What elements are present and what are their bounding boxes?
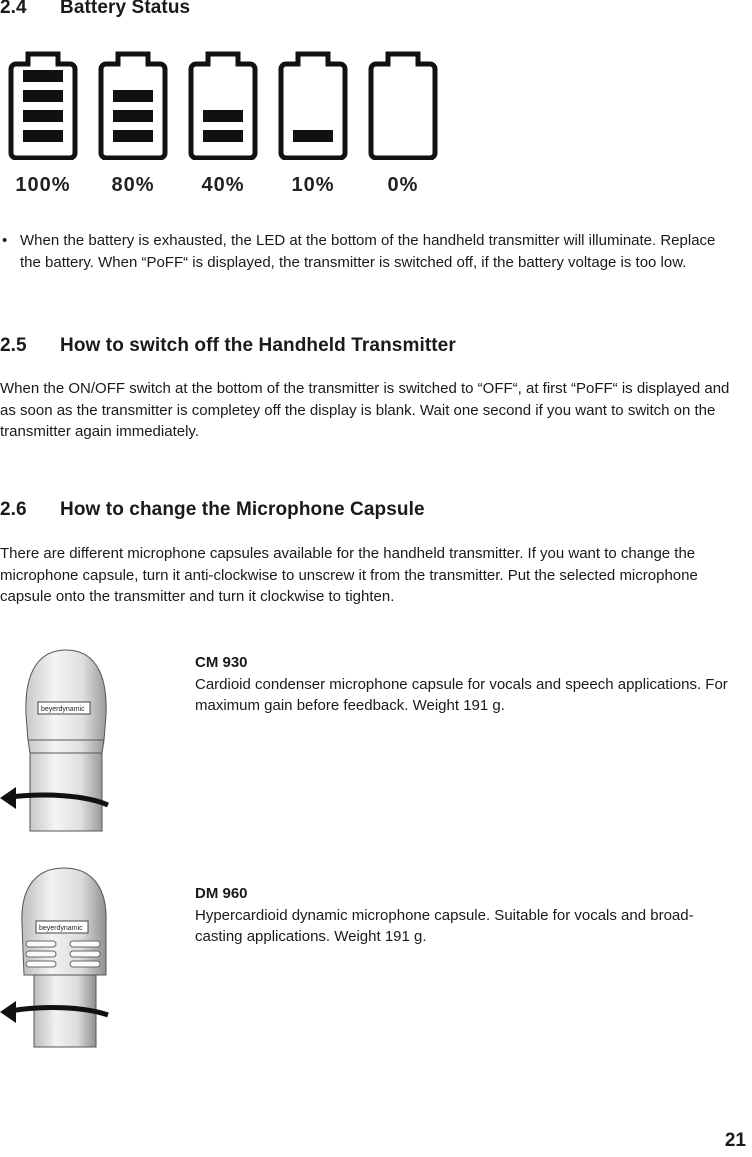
capsule-description: Cardioid condenser microphone capsule for vocals and speech applications. For maximum gain before feedback. Weight 191 g. (195, 675, 728, 714)
battery-label-10: 10% (291, 174, 335, 196)
battery-bar (203, 110, 243, 122)
section-title: Battery Status (60, 0, 191, 18)
brand-logo: beyerdynamic (39, 925, 83, 932)
capsule-description: Hypercardioid dynamic microphone capsule. Suitable for vocals and broad-casting applications. Weight 191 g. (195, 906, 694, 945)
section-number: 2.5 (0, 335, 27, 356)
battery-bar (113, 90, 153, 102)
battery-note (2, 230, 732, 273)
battery-100-icon (8, 50, 78, 160)
cm930-description-block (195, 652, 740, 717)
battery-bar (23, 130, 63, 142)
battery-40-icon (188, 50, 258, 160)
section-title: How to change the Microphone Capsule (60, 499, 425, 520)
battery-label-100: 100% (15, 174, 71, 196)
battery-bar (113, 110, 153, 122)
section-title: How to switch off the Handheld Transmitter (60, 335, 456, 356)
battery-bar (23, 90, 63, 102)
battery-bar (293, 130, 333, 142)
battery-note-text: When the battery is exhausted, the LED at the bottom of the handheld transmitter will illuminate. Replace the battery. When “PoFF“ is displayed, the transmitter is switched off, if the battery voltage is too low. (20, 232, 716, 271)
rotate-arrow-icon (0, 787, 16, 809)
capsule-name: CM 930 (195, 654, 248, 671)
battery-10-icon (278, 50, 348, 160)
section-2-5-body: When the ON/OFF switch at the bottom of the transmitter is switched to “OFF“, at first “PoFF“ is displayed and as soon as the transmitter is completey off the display is blank. Wait one second if you want to switch on the transmitter again immediately. (0, 380, 730, 440)
section-2-6-heading (0, 499, 425, 521)
battery-bar (203, 130, 243, 142)
battery-bar (113, 130, 153, 142)
section-2-6-body: There are different microphone capsules available for the handheld transmitter. If you want to change the microphone capsule, turn it anti-clockwise to unscrew it from the transmitter. Put the selected microphone capsule onto the transmitter and turn it clockwise to tighten. (0, 545, 698, 605)
section-2-4-heading (0, 0, 190, 19)
cm930-capsule-image (0, 645, 115, 835)
battery-label-40: 40% (201, 174, 245, 196)
battery-bar (23, 70, 63, 82)
section-number: 2.6 (0, 499, 27, 520)
battery-status-row (8, 50, 438, 200)
dm960-capsule-image (0, 865, 115, 1050)
battery-0-icon (368, 50, 438, 160)
battery-label-80: 80% (111, 174, 155, 196)
section-2-5-heading (0, 335, 456, 357)
bullet: • (2, 232, 8, 249)
battery-80-icon (98, 50, 168, 160)
page-number: 21 (724, 1130, 746, 1151)
capsule-name: DM 960 (195, 885, 248, 902)
dm960-description-block (195, 883, 740, 948)
battery-label-0: 0% (387, 174, 419, 196)
brand-logo: beyerdynamic (41, 706, 85, 713)
rotate-arrow-icon (0, 1001, 16, 1023)
battery-bar (23, 110, 63, 122)
section-number: 2.4 (0, 0, 27, 18)
